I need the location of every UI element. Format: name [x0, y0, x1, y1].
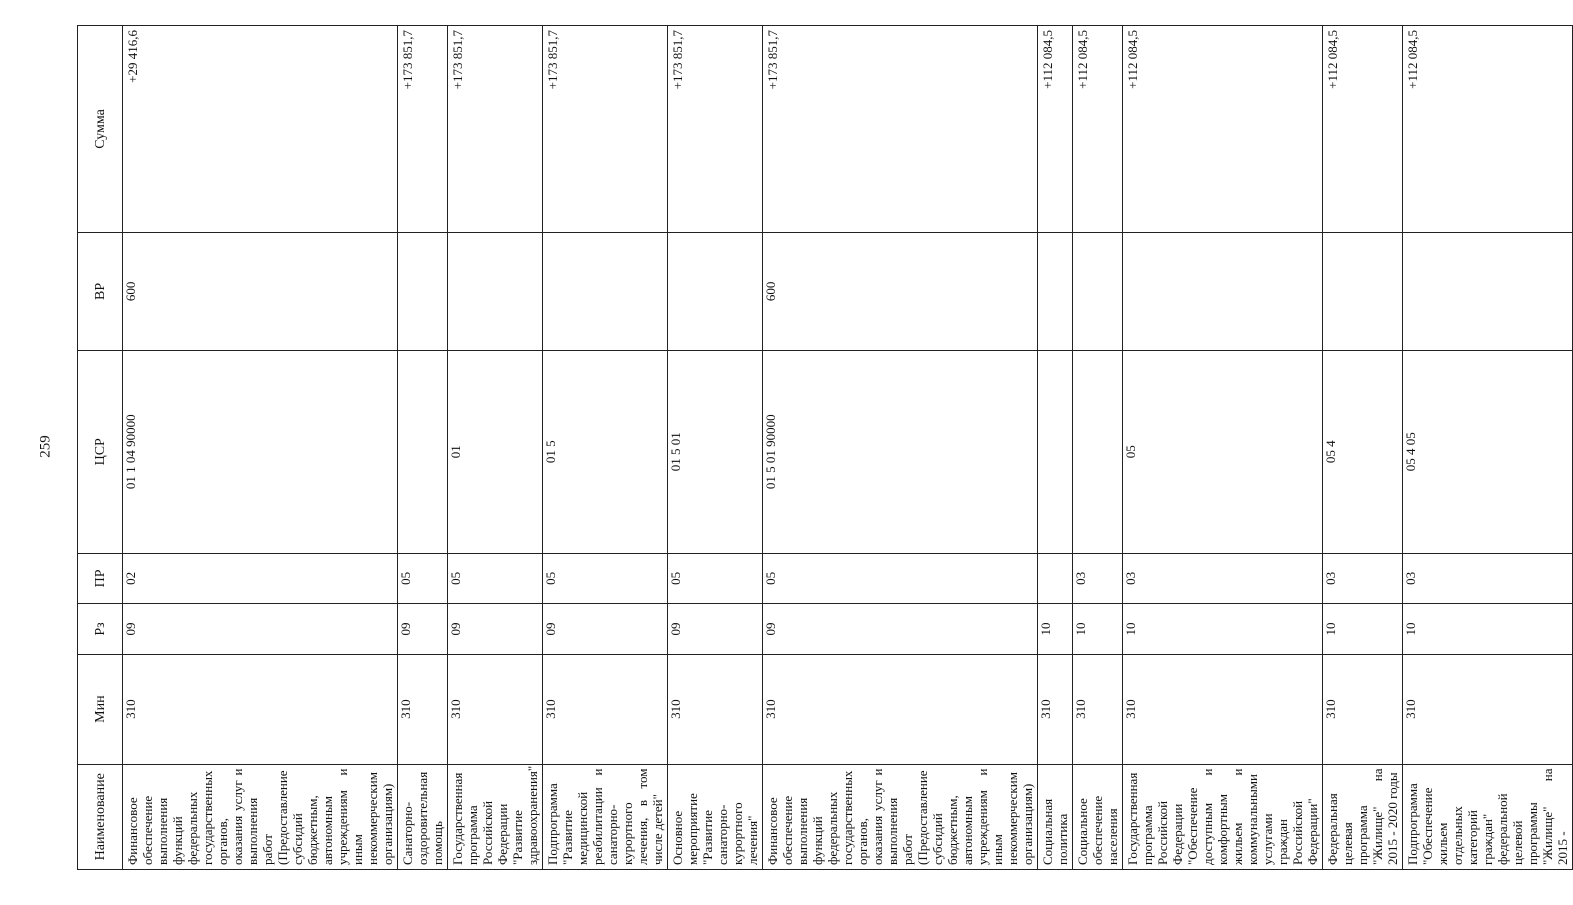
cell-name: Государственная программа Российской Федерации "Развитие здравоохранения"	[448, 764, 543, 869]
header-vr: ВР	[78, 232, 123, 350]
cell-min: 310	[398, 654, 448, 764]
cell-min: 310	[763, 654, 1038, 764]
cell-pr: 05	[543, 553, 668, 604]
cell-sum: +173 851,7	[668, 26, 763, 233]
cell-vr: 600	[763, 232, 1038, 350]
cell-name: Социальное обеспечение населения	[1073, 764, 1123, 869]
cell-csr	[1073, 351, 1123, 554]
cell-rz: 10	[1123, 604, 1323, 655]
table-header-row	[78, 26, 123, 870]
cell-sum: +112 084,5	[1323, 26, 1403, 233]
cell-sum: +112 084,5	[1038, 26, 1073, 233]
cell-name: Государственная программа Российской Федерации "Обеспечение доступным и комфортным жильем и коммунальными услугами граждан Российской Федерации"	[1123, 764, 1323, 869]
table-row	[668, 26, 763, 870]
cell-csr: 01	[448, 351, 543, 554]
cell-name: Основное мероприятие "Развитие санаторно-курортного лечения"	[668, 764, 763, 869]
cell-min: 310	[1323, 654, 1403, 764]
table-row	[1403, 26, 1573, 870]
table-row	[448, 26, 543, 870]
cell-sum: +112 084,5	[1073, 26, 1123, 233]
header-csr: ЦСР	[78, 351, 123, 554]
cell-vr	[668, 232, 763, 350]
cell-csr	[398, 351, 448, 554]
cell-pr	[1038, 553, 1073, 604]
cell-csr: 01 5	[543, 351, 668, 554]
cell-vr	[1123, 232, 1323, 350]
cell-vr	[398, 232, 448, 350]
cell-pr: 05	[763, 553, 1038, 604]
cell-csr	[1038, 351, 1073, 554]
cell-min: 310	[1038, 654, 1073, 764]
cell-vr	[1073, 232, 1123, 350]
cell-rz: 09	[543, 604, 668, 655]
cell-rz: 09	[398, 604, 448, 655]
cell-rz: 10	[1323, 604, 1403, 655]
cell-min: 310	[123, 654, 398, 764]
cell-pr: 05	[448, 553, 543, 604]
cell-sum: +173 851,7	[763, 26, 1038, 233]
header-pr: ПР	[78, 553, 123, 604]
rotated-page-content	[77, 25, 1570, 870]
cell-vr: 600	[123, 232, 398, 350]
cell-csr: 05 4	[1323, 351, 1403, 554]
cell-vr	[448, 232, 543, 350]
cell-vr	[1323, 232, 1403, 350]
cell-csr: 05	[1123, 351, 1323, 554]
cell-min: 310	[543, 654, 668, 764]
cell-min: 310	[1403, 654, 1573, 764]
cell-sum: +173 851,7	[398, 26, 448, 233]
table-row	[1323, 26, 1403, 870]
cell-sum: +112 084,5	[1123, 26, 1323, 233]
cell-rz: 09	[763, 604, 1038, 655]
table-row	[123, 26, 398, 870]
table-row	[1123, 26, 1323, 870]
cell-min: 310	[668, 654, 763, 764]
cell-rz: 10	[1403, 604, 1573, 655]
cell-rz: 10	[1073, 604, 1123, 655]
page-number: 259	[37, 435, 54, 458]
cell-rz: 10	[1038, 604, 1073, 655]
cell-sum: +112 084,5	[1403, 26, 1573, 233]
header-rz: Рз	[78, 604, 123, 655]
cell-sum: +173 851,7	[543, 26, 668, 233]
cell-name: Финансовое обеспечение выполнения функций федеральных государственных органов, оказания услуг и выполнения работ (Предоставление субсидий бюджетным, автономным учреждениям и иным некоммерческим организациям)	[123, 764, 398, 869]
header-name: Наименование	[78, 764, 123, 869]
cell-min: 310	[1073, 654, 1123, 764]
cell-min: 310	[1123, 654, 1323, 764]
cell-rz: 09	[123, 604, 398, 655]
cell-min: 310	[448, 654, 543, 764]
cell-name: Санаторно-оздоровительная помощь	[398, 764, 448, 869]
cell-pr: 02	[123, 553, 398, 604]
cell-rz: 09	[448, 604, 543, 655]
cell-name: Федеральная целевая программа "Жилище" на 2015 - 2020 годы	[1323, 764, 1403, 869]
cell-rz: 09	[668, 604, 763, 655]
cell-name: Подпрограмма "Развитие медицинской реабилитации и санаторно-курортного лечения, в том числе детей"	[543, 764, 668, 869]
cell-vr	[1403, 232, 1573, 350]
cell-pr: 05	[398, 553, 448, 604]
cell-name: Финансовое обеспечение выполнения функций федеральных государственных органов, оказания услуг и выполнения работ (Предоставление субсидий бюджетным, автономным учреждениям и иным некоммерческим организациям)	[763, 764, 1038, 869]
cell-pr: 03	[1073, 553, 1123, 604]
table-row	[543, 26, 668, 870]
cell-sum: +29 416,6	[123, 26, 398, 233]
cell-vr	[1038, 232, 1073, 350]
header-sum: Сумма	[78, 26, 123, 233]
cell-vr	[543, 232, 668, 350]
table-row	[763, 26, 1038, 870]
table-body	[123, 26, 1573, 870]
cell-sum: +173 851,7	[448, 26, 543, 233]
cell-pr: 03	[1123, 553, 1323, 604]
table-row	[1038, 26, 1073, 870]
cell-pr: 03	[1403, 553, 1573, 604]
header-min: Мин	[78, 654, 123, 764]
cell-csr: 01 5 01	[668, 351, 763, 554]
cell-pr: 03	[1323, 553, 1403, 604]
table-row	[1073, 26, 1123, 870]
budget-table	[77, 25, 1573, 870]
cell-name: Социальная политика	[1038, 764, 1073, 869]
cell-name: Подпрограмма "Обеспечение жильем отдельных категорий граждан" федеральной целевой программы "Жилище" на 2015 -	[1403, 764, 1573, 869]
cell-csr: 01 5 01 90000	[763, 351, 1038, 554]
table-row	[398, 26, 448, 870]
cell-csr: 05 4 05	[1403, 351, 1573, 554]
cell-pr: 05	[668, 553, 763, 604]
cell-csr: 01 1 04 90000	[123, 351, 398, 554]
